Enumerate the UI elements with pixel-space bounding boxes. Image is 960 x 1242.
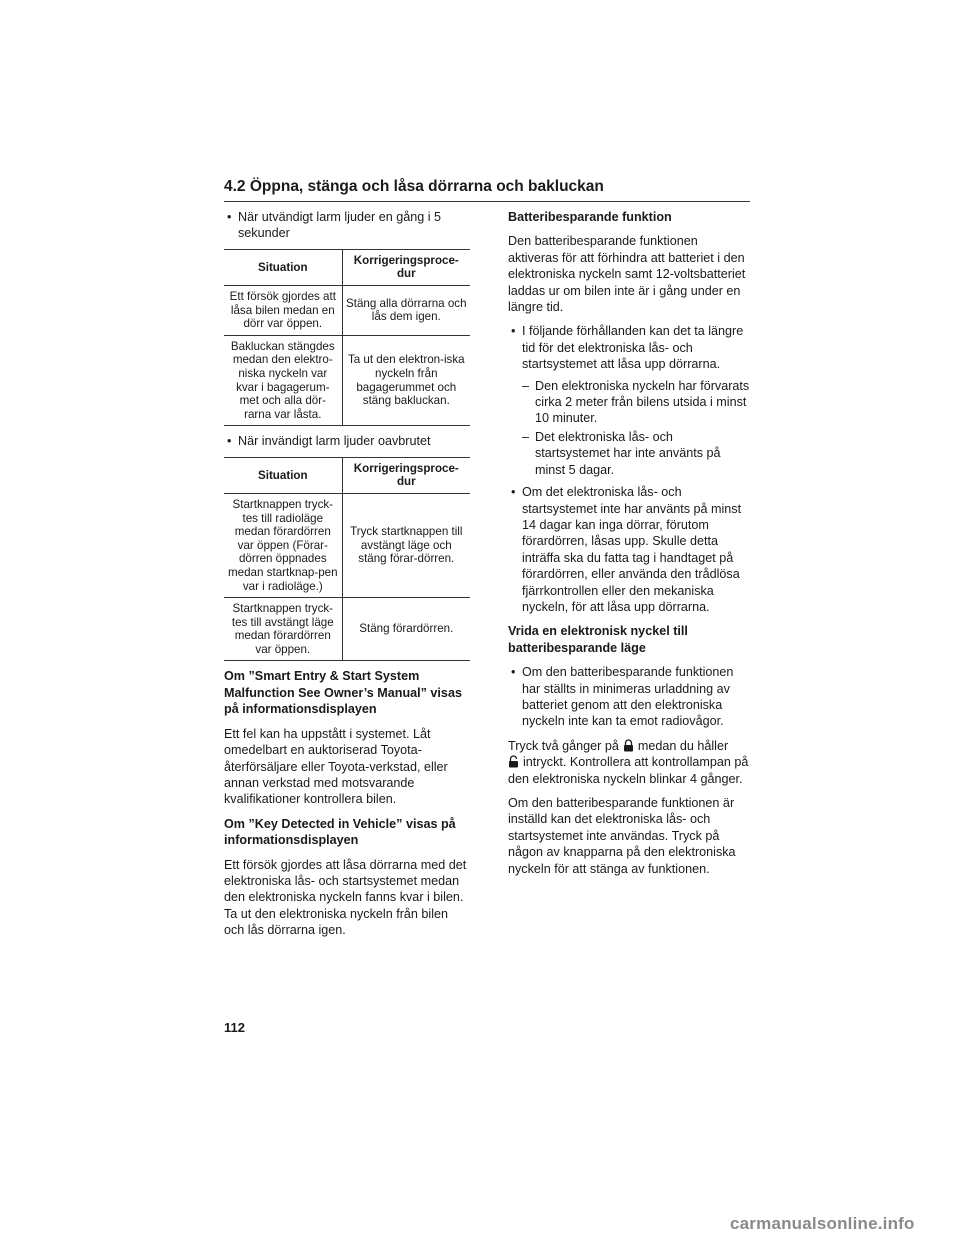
paragraph-battery-saving: Den batteribesparande funktionen aktiveras för att förhindra att batteriet i den elektroniska nyckeln samt 12-voltsbatteriet laddas ur om bilen inte är i gång under en längre tid. bbox=[508, 234, 746, 315]
table-cell: Ett försök gjordes att låsa bilen medan en dörr var öppen. bbox=[224, 286, 342, 336]
page-number: 112 bbox=[224, 1020, 245, 1035]
bullet-outside-alarm: • När utvändigt larm ljuder en gång i 5 sekunder bbox=[227, 210, 442, 241]
unlock-icon bbox=[508, 755, 519, 768]
dash-item-unused: – Det elektroniska lås- och startsystemet har inte använts på minst 5 dagar. bbox=[522, 429, 721, 477]
table-row bbox=[224, 493, 470, 597]
heading-set-battery-saving: Vrida en elektronisk nyckel till batteribesparande läge bbox=[508, 624, 688, 655]
section-header: 4.2 Öppna, stänga och låsa dörrarna och bakluckan bbox=[224, 178, 750, 202]
table-row bbox=[224, 335, 470, 426]
table-cell: Startknappen tryck-tes till radioläge medan förardörren var öppen (Förar-dörren öppnades medan startknap-pen var i radioläge.) bbox=[224, 493, 342, 597]
paragraph-deactivate: Om den batteribesparande funktionen är inställd kan det elektroniska lås- och startsystemet inte användas. Tryck på någon av knapparna på den elektroniska nyckeln för att stänga av funktionen. bbox=[508, 796, 736, 876]
dash-item-distance: – Den elektroniska nyckeln har förvarats cirka 2 meter från bilens utsida i minst 10 minuter. bbox=[522, 378, 750, 426]
heading-battery-saving: Batteribesparande funktion bbox=[508, 210, 672, 224]
paragraph-key-detected: Ett försök gjordes att låsa dörrarna med det elektroniska lås- och startsystemet medan den elektroniska nyckeln fanns kvar i bilen. Ta ut den elektroniska nyckeln från bilen och lås dörrarna igen. bbox=[224, 857, 467, 938]
table-header: Situation bbox=[224, 457, 342, 493]
table-cell: Bakluckan stängdes medan den elektro-niska nyckeln var kvar i bagagerum-met och alla dör-rarna var låsta. bbox=[224, 335, 342, 426]
table-header: Korrigeringsproce-dur bbox=[342, 249, 470, 285]
bullet-inside-alarm: • När invändigt larm ljuder oavbrutet bbox=[227, 434, 431, 449]
table-cell: Stäng förardörren. bbox=[342, 598, 470, 661]
table-header-row bbox=[224, 457, 470, 493]
table-cell: Ta ut den elektron-iska nyckeln från bagagerummet och stäng bakluckan. bbox=[342, 335, 470, 426]
bullet-14-days: • Om det elektroniska lås- och startsystemet inte har använts på minst 14 dagar kan inga dörrar, förutom förardörren, låsas upp. Skulle detta inträffa ska du fatta tag i handtaget på förardörren, eller använda den trådlösa fjärrkontrollen eller den mekaniska nyckeln, för att låsa upp dörrarna. bbox=[511, 485, 742, 614]
paragraph-malfunction: Ett fel kan ha uppstått i systemet. Låt omedelbart en auktoriserad Toyota-återförsäljare eller Toyota-verkstad, eller annan verkstad med motsvarande kvalifikationer kontrollera bilen. bbox=[224, 726, 448, 807]
paragraph-press-twice: Tryck två gånger på medan du håller intryckt. Kontrollera att kontrollampan på den elektroniska nyckeln blinkar 4 gånger. bbox=[508, 738, 749, 786]
outside-alarm-table bbox=[224, 249, 470, 427]
table-row bbox=[224, 286, 470, 336]
table-header-row bbox=[224, 249, 470, 285]
table-header: Korrigeringsproce-dur bbox=[342, 457, 470, 493]
table-header: Situation bbox=[224, 249, 342, 285]
table-row bbox=[224, 598, 470, 661]
lock-icon bbox=[623, 739, 634, 752]
watermark: carmanualsonline.info bbox=[730, 1214, 915, 1233]
inside-alarm-table bbox=[224, 457, 470, 662]
table-cell: Stäng alla dörrarna och lås dem igen. bbox=[342, 286, 470, 336]
right-column bbox=[508, 209, 750, 885]
table-cell: Tryck startknappen till avstängt läge och stäng förar-dörren. bbox=[342, 493, 470, 597]
bullet-conditions: • I följande förhållanden kan det ta längre tid för det elektroniska lås- och startsystemet att låsa upp dörrarna. bbox=[511, 324, 744, 372]
heading-key-detected: Om ”Key Detected in Vehicle” visas på informationsdisplayen bbox=[224, 816, 456, 848]
left-column bbox=[224, 209, 470, 947]
bullet-battery-saving-set: • Om den batteribesparande funktionen har ställts in minimeras urladdning av batteriet genom att den elektroniska nyckeln inte kan ta emot radiovågor. bbox=[511, 665, 734, 729]
heading-malfunction: Om ”Smart Entry & Start System Malfunction See Owner’s Manual” visas på informationsdisplayen bbox=[224, 669, 462, 717]
table-cell: Startknappen tryck-tes till avstängt läge medan förardörren var öppen. bbox=[224, 598, 342, 661]
